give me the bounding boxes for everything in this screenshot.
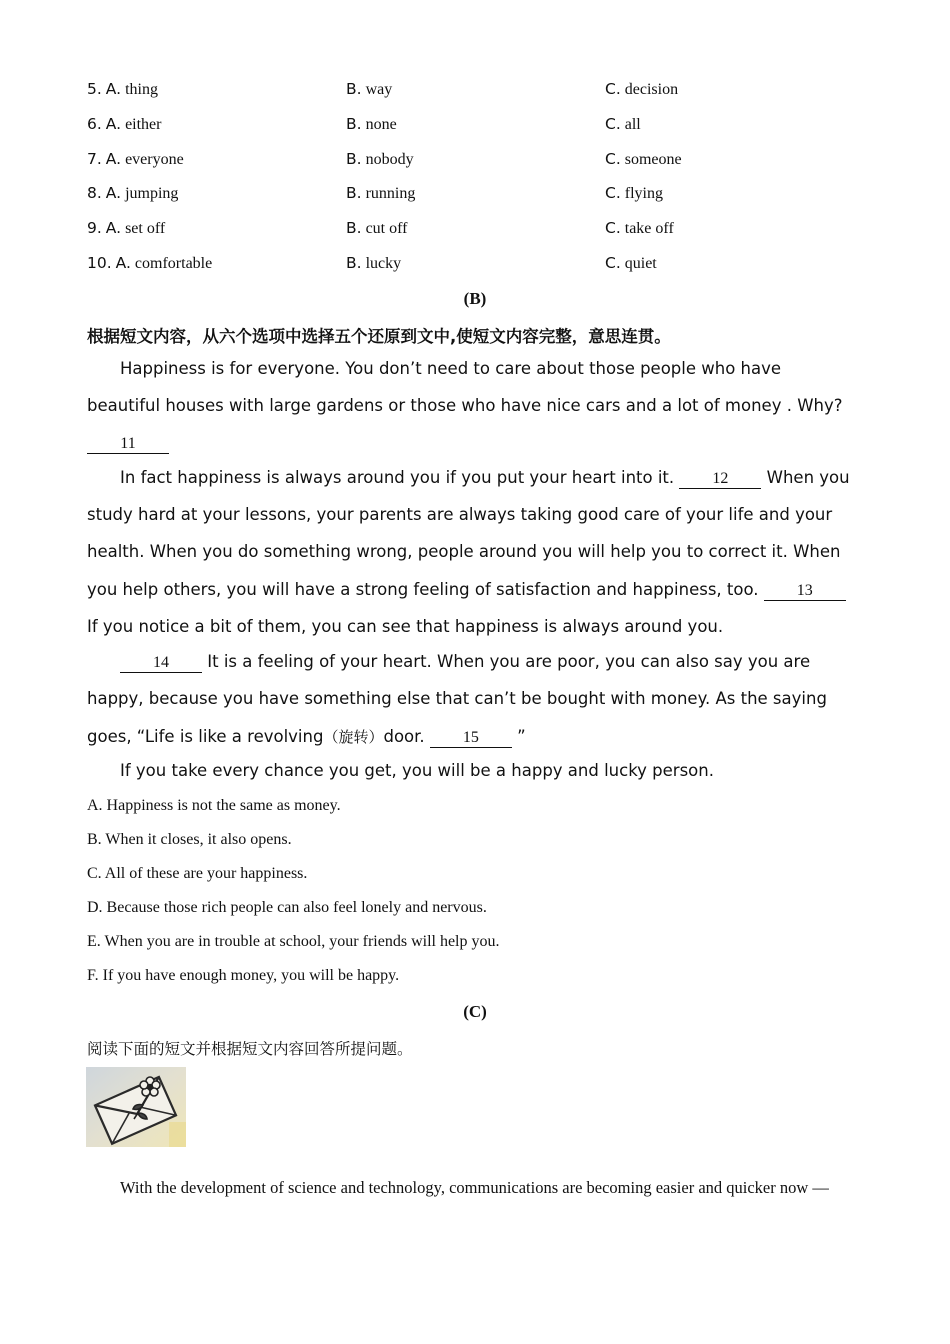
document-page: 5. A. thing B. way C. decision 6. A. either B. none C. all 7. A. everyone B. nobody C. someone 8. A. jumping B. running C. flying 9. A. set off B. cut off C. take off 10. A. comfortable B. lucky C. quiet (B) 根据短文内容，从六个选项中选择五个还原到文中,使短文内容完整，意思连贯。 Happiness is for everyone. You don’t need to care about those people who have beautiful houses with large gardens or those who have nice cars and a lot of money . Why? 11 In fact happiness is always around you if you put your heart into it. 12 When you study hard at your lessons, your parents are always taking good care of your life and your health. When you do something wrong, people around you will help you to correct it. When you help others, you will have a strong feeling of satisfaction and happiness, too. 13 If you notice a bit of them, you can see that happiness is always around you. 14 It is a feeling of your heart. When you are poor, you can also say you are happy, because you have something else that can’t be bought with money. As the saying goes, “Life is like a revolving（旋转）door. 15 ” If you take every chance you get, you will be a happy and lucky person. A. Happiness is not the same as money. B. When it closes, it also opens. C. All of these are your happiness. D. Because those rich people can also feel lonely and nervous. E. When you are in trouble at school, your friends will help you. F. If you have enough money, you will be happy. (C) 阅读下面的短文并根据短文内容回答所提问题。 With the development of science and technology, communications are becoming easier and quicker now — bbox=[0, 0, 950, 1344]
option-c: decision bbox=[624, 81, 679, 98]
choice-d: D. Because those rich people can also feel lonely and nervous. bbox=[87, 899, 487, 916]
paragraph-line: you help others, you will have a strong feeling of satisfaction and happiness, too. bbox=[87, 580, 759, 599]
chinese-gloss: （旋转） bbox=[323, 728, 384, 746]
paragraph-line: health. When you do something wrong, people around you will help you to correct it. When bbox=[87, 542, 841, 561]
question-number: 10. bbox=[87, 254, 112, 272]
paragraph-line: study hard at your lessons, your parents are always taking good care of your life and your bbox=[87, 505, 833, 524]
question-number: 7. bbox=[87, 150, 102, 168]
question-number: 9. bbox=[87, 219, 102, 237]
option-b: way bbox=[365, 81, 393, 98]
option-b: nobody bbox=[365, 151, 414, 168]
option-a: thing bbox=[125, 81, 158, 98]
section-c-instruction: 阅读下面的短文并根据短文内容回答所提问题。 bbox=[87, 1040, 413, 1058]
option-row-10: 10. A. comfortable B. lucky C. quiet bbox=[87, 254, 657, 272]
option-c: flying bbox=[624, 185, 663, 202]
option-c: quiet bbox=[624, 255, 657, 272]
paragraph-line: It is a feeling of your heart. When you are poor, you can also say you are bbox=[207, 652, 811, 671]
option-a: jumping bbox=[125, 185, 179, 202]
blank-14[interactable]: 14 bbox=[120, 654, 202, 673]
option-b: none bbox=[365, 116, 397, 133]
option-row-6: 6. A. either B. none C. all bbox=[87, 115, 641, 133]
option-b: lucky bbox=[365, 255, 402, 272]
paragraph-line: Happiness is for everyone. You don’t need to care about those people who have bbox=[120, 359, 782, 378]
paragraph-line: beautiful houses with large gardens or those who have nice cars and a lot of money . Why? bbox=[87, 396, 843, 415]
choice-a: A. Happiness is not the same as money. bbox=[87, 797, 341, 814]
choice-c: C. All of these are your happiness. bbox=[87, 865, 308, 882]
paragraph-line: In fact happiness is always around you if you put your heart into it. bbox=[120, 468, 675, 487]
paragraph-line: If you notice a bit of them, you can see that happiness is always around you. bbox=[87, 617, 724, 636]
blank-12[interactable]: 12 bbox=[679, 470, 761, 489]
question-number: 5. bbox=[87, 80, 102, 98]
blank-15[interactable]: 15 bbox=[430, 729, 512, 748]
question-number: 6. bbox=[87, 115, 102, 133]
option-a: set off bbox=[125, 220, 166, 237]
paragraph-line: goes, “Life is like a revolving bbox=[87, 727, 324, 746]
option-a: either bbox=[125, 116, 162, 133]
question-number: 8. bbox=[87, 184, 102, 202]
option-c: someone bbox=[624, 151, 682, 168]
blank-13[interactable]: 13 bbox=[764, 582, 846, 601]
option-row-8: 8. A. jumping B. running C. flying bbox=[87, 184, 663, 202]
option-c: take off bbox=[624, 220, 674, 237]
paragraph-line: happy, because you have something else that can’t be bought with money. As the saying bbox=[87, 689, 827, 708]
section-b-instruction: 根据短文内容，从六个选项中选择五个还原到文中,使短文内容完整，意思连贯。 bbox=[87, 327, 671, 346]
option-b: cut off bbox=[365, 220, 408, 237]
paragraph-line: With the development of science and technology, communications are becoming easier and quicker now — bbox=[120, 1178, 829, 1197]
blank-11[interactable]: 11 bbox=[87, 435, 169, 454]
option-a: comfortable bbox=[134, 255, 213, 272]
paragraph-line: If you take every chance you get, you will be a happy and lucky person. bbox=[120, 761, 714, 780]
option-row-5: 5. A. thing B. way C. decision bbox=[87, 80, 679, 98]
option-a: everyone bbox=[125, 151, 184, 168]
choice-f: F. If you have enough money, you will be happy. bbox=[87, 967, 400, 984]
option-row-7: 7. A. everyone B. nobody C. someone bbox=[87, 150, 682, 168]
option-b: running bbox=[365, 185, 416, 202]
section-c-heading: (C) bbox=[463, 1002, 487, 1021]
envelope-with-flower-icon bbox=[86, 1067, 186, 1147]
option-row-9: 9. A. set off B. cut off C. take off bbox=[87, 219, 674, 237]
choice-e: E. When you are in trouble at school, your friends will help you. bbox=[87, 933, 500, 950]
choice-b: B. When it closes, it also opens. bbox=[87, 831, 292, 848]
option-c: all bbox=[624, 116, 641, 133]
section-b-heading: (B) bbox=[463, 289, 487, 308]
